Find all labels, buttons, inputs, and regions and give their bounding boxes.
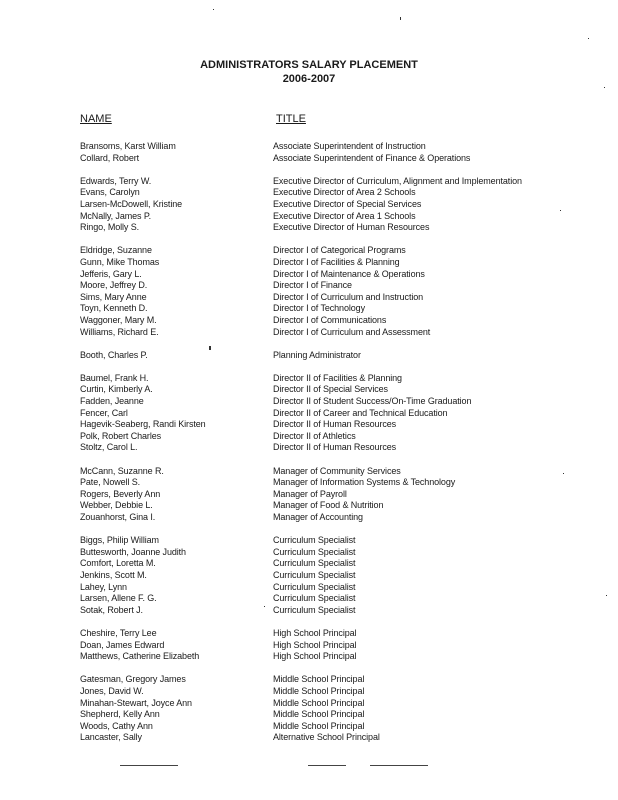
administrator-title: Alternative School Principal <box>273 732 380 743</box>
administrator-name: Waggoner, Mary M. <box>80 314 157 325</box>
administrator-name: Ringo, Molly S. <box>80 222 140 233</box>
list-item <box>0 199 618 211</box>
administrator-name: Booth, Charles P. <box>80 349 148 360</box>
list-item <box>0 674 618 686</box>
list-item <box>0 570 618 582</box>
list-item <box>0 431 618 443</box>
administrator-title: Director I of Technology <box>273 303 365 314</box>
group-spacer <box>0 164 618 176</box>
administrator-title: Director I of Maintenance & Operations <box>273 268 425 279</box>
group-spacer <box>0 616 618 628</box>
administrator-name: Eldridge, Suzanne <box>80 245 152 256</box>
administrator-title: High School Principal <box>273 651 357 662</box>
administrator-name: Doan, James Edward <box>80 639 165 650</box>
administrator-title: Middle School Principal <box>273 709 365 720</box>
administrator-title: Associate Superintendent of Finance & Operations <box>273 152 471 163</box>
administrator-name: McCann, Suzanne R. <box>80 465 164 476</box>
list-item <box>0 141 618 153</box>
administrator-title: Director I of Facilities & Planning <box>273 256 400 267</box>
administrator-name: Biggs, Philip William <box>80 535 159 546</box>
list-item <box>0 153 618 165</box>
administrator-title: High School Principal <box>273 639 357 650</box>
document-header <box>0 58 618 86</box>
administrator-name: Curtin, Kimberly A. <box>80 384 153 395</box>
list-item <box>0 315 618 327</box>
group-spacer <box>0 338 618 350</box>
list-item <box>0 408 618 420</box>
administrator-list <box>0 141 618 744</box>
administrator-title: Director I of Curriculum and Assessment <box>273 326 431 337</box>
administrator-title: Middle School Principal <box>273 685 365 696</box>
list-item <box>0 222 618 234</box>
administrator-title: Middle School Principal <box>273 674 365 685</box>
list-item <box>0 651 618 663</box>
list-item <box>0 257 618 269</box>
administrator-name: Cheshire, Terry Lee <box>80 627 157 638</box>
list-item <box>0 698 618 710</box>
administrator-title: Manager of Food & Nutrition <box>273 500 384 511</box>
list-item <box>0 709 618 721</box>
administrator-name: Buttesworth, Joanne Judith <box>80 546 186 557</box>
administrator-title: Executive Director of Curriculum, Alignment and Implementation <box>273 175 522 186</box>
list-item <box>0 605 618 617</box>
administrator-title: Curriculum Specialist <box>273 546 356 557</box>
administrator-title: Curriculum Specialist <box>273 535 356 546</box>
list-item <box>0 466 618 478</box>
administrator-name: Bransoms, Karst William <box>80 141 176 151</box>
administrator-name: Comfort, Loretta M. <box>80 558 156 569</box>
administrator-name: Webber, Debbie L. <box>80 500 153 511</box>
list-item <box>0 292 618 304</box>
list-item <box>0 732 618 744</box>
list-item <box>0 373 618 385</box>
list-item <box>0 176 618 188</box>
column-header-name: NAME <box>80 113 112 125</box>
administrator-title: Director II of Human Resources <box>273 442 397 453</box>
list-item <box>0 211 618 223</box>
list-item <box>0 628 618 640</box>
list-item <box>0 640 618 652</box>
administrator-title: Executive Director of Area 1 Schools <box>273 210 416 221</box>
list-item <box>0 419 618 431</box>
group-spacer <box>0 361 618 373</box>
administrator-name: Evans, Carolyn <box>80 187 140 198</box>
administrator-title: Director II of Special Services <box>273 384 388 395</box>
administrator-name: Woods, Cathy Ann <box>80 720 153 731</box>
administrator-name: Hagevik-Seaberg, Randi Kirsten <box>80 419 206 430</box>
administrator-name: Stoltz, Carol L. <box>80 442 138 453</box>
administrator-name: Larsen, Allene F. G. <box>80 593 157 604</box>
administrator-title: Director I of Communications <box>273 314 387 325</box>
administrator-title: Manager of Information Systems & Technology <box>273 477 456 488</box>
administrator-title: Director II of Career and Technical Education <box>273 407 448 418</box>
list-item <box>0 593 618 605</box>
administrator-name: Rogers, Beverly Ann <box>80 488 161 499</box>
administrator-name: Sims, Mary Anne <box>80 291 147 302</box>
administrator-title: Executive Director of Area 2 Schools <box>273 187 416 198</box>
administrator-title: Associate Superintendent of Instruction <box>273 141 426 151</box>
administrator-title: Director II of Human Resources <box>273 419 397 430</box>
list-item <box>0 350 618 362</box>
list-item <box>0 558 618 570</box>
administrator-title: Director II of Facilities & Planning <box>273 372 402 383</box>
list-item <box>0 535 618 547</box>
administrator-name: Lahey, Lynn <box>80 581 127 592</box>
group-spacer <box>0 524 618 536</box>
administrator-title: Executive Director of Special Services <box>273 198 422 209</box>
administrator-name: Polk, Robert Charles <box>80 430 162 441</box>
administrator-name: Jefferis, Gary L. <box>80 268 142 279</box>
administrator-name: Jenkins, Scott M. <box>80 569 147 580</box>
administrator-name: Williams, Richard E. <box>80 326 159 337</box>
administrator-name: Minahan-Stewart, Joyce Ann <box>80 697 192 708</box>
administrator-title: Curriculum Specialist <box>273 569 356 580</box>
list-item <box>0 721 618 733</box>
document-title: ADMINISTRATORS SALARY PLACEMENT <box>200 59 418 71</box>
administrator-name: Shepherd, Kelly Ann <box>80 709 160 720</box>
administrator-name: Lancaster, Sally <box>80 732 142 743</box>
administrator-title: Director I of Finance <box>273 280 352 291</box>
list-item <box>0 512 618 524</box>
administrator-name: Fencer, Carl <box>80 407 128 418</box>
administrator-name: Collard, Robert <box>80 152 140 163</box>
group-spacer <box>0 663 618 675</box>
footer-mark-left <box>120 765 178 766</box>
administrator-name: Gunn, Mike Thomas <box>80 256 160 267</box>
administrator-name: McNally, James P. <box>80 210 151 221</box>
administrator-name: Larsen-McDowell, Kristine <box>80 198 183 209</box>
list-item <box>0 303 618 315</box>
administrator-title: Curriculum Specialist <box>273 604 356 615</box>
document-year: 2006-2007 <box>282 73 336 85</box>
list-item <box>0 442 618 454</box>
administrator-title: Manager of Community Services <box>273 465 401 476</box>
administrator-name: Baumel, Frank H. <box>80 372 149 383</box>
administrator-name: Pate, Nowell S. <box>80 477 141 488</box>
administrator-title: Curriculum Specialist <box>273 581 356 592</box>
list-item <box>0 489 618 501</box>
administrator-title: Curriculum Specialist <box>273 593 356 604</box>
administrator-title: Director I of Curriculum and Instruction <box>273 291 424 302</box>
list-item <box>0 245 618 257</box>
administrator-title: Director II of Student Success/On-Time Graduation <box>273 396 472 407</box>
list-item <box>0 582 618 594</box>
administrator-title: Middle School Principal <box>273 697 365 708</box>
administrator-name: Matthews, Catherine Elizabeth <box>80 651 200 662</box>
list-item <box>0 547 618 559</box>
administrator-title: Planning Administrator <box>273 349 361 360</box>
administrator-title: Director I of Categorical Programs <box>273 245 406 256</box>
footer-mark-mid <box>308 765 346 766</box>
administrator-name: Sotak, Robert J. <box>80 604 143 615</box>
administrator-title: Director II of Athletics <box>273 430 356 441</box>
administrator-title: Manager of Accounting <box>273 512 363 522</box>
list-item <box>0 396 618 408</box>
administrator-name: Jones, David W. <box>80 685 144 696</box>
group-spacer <box>0 454 618 466</box>
list-item <box>0 500 618 512</box>
administrator-name: Zouanhorst, Gina I. <box>80 512 156 522</box>
group-spacer <box>0 234 618 246</box>
list-item <box>0 384 618 396</box>
list-item <box>0 327 618 339</box>
column-header-title: TITLE <box>276 113 306 125</box>
administrator-name: Toyn, Kenneth D. <box>80 303 148 314</box>
administrator-name: Gatesman, Gregory James <box>80 674 186 685</box>
administrator-name: Edwards, Terry W. <box>80 175 152 186</box>
list-item <box>0 686 618 698</box>
administrator-title: Manager of Payroll <box>273 488 347 499</box>
administrator-name: Fadden, Jeanne <box>80 396 144 407</box>
list-item <box>0 477 618 489</box>
list-item <box>0 187 618 199</box>
footer-mark-right <box>370 765 428 766</box>
list-item <box>0 280 618 292</box>
administrator-name: Moore, Jeffrey D. <box>80 280 148 291</box>
administrator-title: Curriculum Specialist <box>273 558 356 569</box>
list-item <box>0 269 618 281</box>
administrator-title: Executive Director of Human Resources <box>273 222 430 233</box>
administrator-title: Middle School Principal <box>273 720 365 731</box>
administrator-title: High School Principal <box>273 627 357 638</box>
